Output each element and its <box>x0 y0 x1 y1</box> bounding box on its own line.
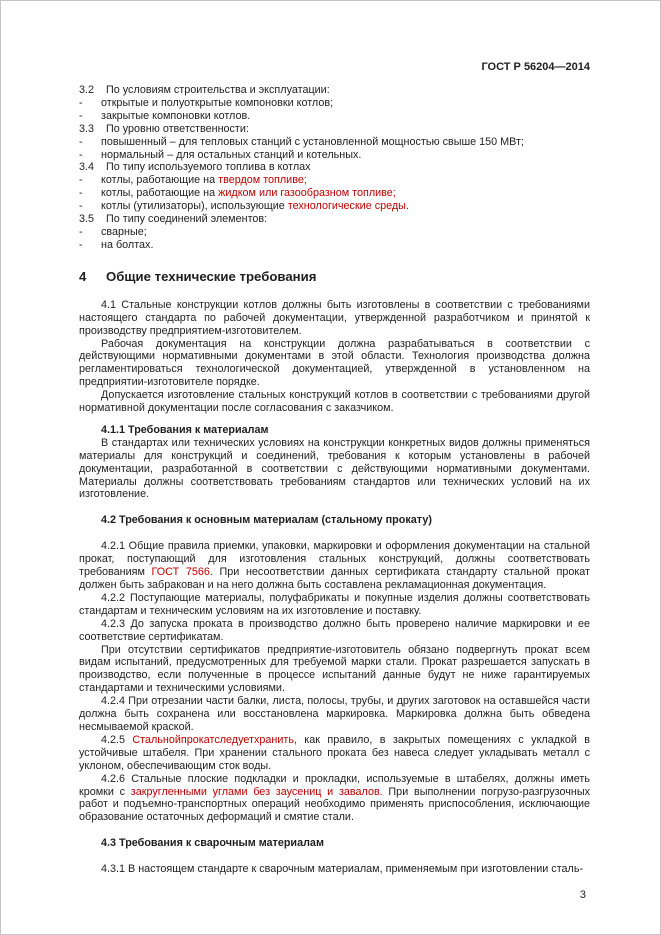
paragraph: 4.2.2 Поступающие материалы, полуфабрикаты и покупные изделия должны соответствовать стандартам и техническим условиям на их изготовление и поставку. <box>79 591 590 617</box>
document-header <box>79 61 590 73</box>
paragraph: 4.1 Стальные конструкции котлов должны быть изготовлены в соответствии с требованиями настоящего стандарта по рабочей документации, утвержденной разработчиком и принятой к производству предприятием-изготовителем. <box>79 298 590 337</box>
section-heading: 4.3 Требования к сварочным материалам <box>101 837 324 850</box>
list-item: - котлы (утилизаторы), использующие технологические среды. <box>79 200 409 213</box>
list-item: - сварные; <box>79 225 147 238</box>
section-heading: 4.2 Требования к основным материалам (стальному прокату) <box>101 514 432 527</box>
section-heading: 4.1.1 Требования к материалам <box>101 423 269 436</box>
paragraph: 4.2.6 Стальные плоские подкладки и прокладки, используемые в штабелях, должны иметь кромки с закругленными углами без заусениц и завалов. При выполнении погрузо-разгрузочных работ и подъемно-транспортных операций необходимо применять приспособления, исключающие образование остаточных деформаций и смятие стали. <box>79 772 590 824</box>
reference-link[interactable]: ГОСТ 7566. <box>151 566 213 579</box>
list-item: - открытые и полуоткрытые компоновки котлов; <box>79 96 334 109</box>
paragraph: 4.2.3 До запуска проката в производство должно быть проверено наличие маркировки и ее соответствие сертификатам. <box>79 617 590 643</box>
paragraph: 3.4 По типу используемого топлива в котлах <box>79 161 311 174</box>
paragraph: Допускается изготовление стальных конструкций котлов в соответствии с требованиями другой нормативной документации после согласования с заказчиком. <box>79 389 590 415</box>
list-item: - нормальный – для остальных станций и котельных. <box>79 148 362 161</box>
page-number: 3 <box>579 889 586 901</box>
list-item: - котлы, работающие на жидком или газообразном топливе; <box>79 187 396 200</box>
list-item: - котлы, работающие на твердом топливе; <box>79 174 307 187</box>
paragraph: 4.2.1 Общие правила приемки, упаковки, маркировки и оформления документации на стальной прокат, поступающий для изготовления стальных конструкций, должны соответствовать требованиям ГОСТ 7566. При несоответствии данных сертификата стандарту стальной прокат должен быть забракован и на него должна быть составлена рекламационная документация. <box>79 540 590 591</box>
highlighted-text: технологические среды. <box>287 200 409 213</box>
paragraph: 3.2 По условиям строительства и эксплуатации: <box>79 84 330 96</box>
highlighted-text: Стальнойпрокатследуетхранить, <box>132 733 297 746</box>
highlighted-text: закругленными углами без заусениц и завалов. <box>130 785 383 798</box>
list-item: - закрытые компоновки котлов. <box>79 109 251 122</box>
list-item: - на болтах. <box>79 238 154 251</box>
list-item: - повышенный – для тепловых станций с установленной мощностью свыше 150 МВт; <box>79 135 524 148</box>
document-body <box>79 84 590 876</box>
document-footer <box>580 889 586 901</box>
paragraph: 4.3.1 В настоящем стандарте к сварочным материалам, применяемым при изготовлении сталь- <box>101 863 584 876</box>
paragraph: 3.3 По уровню ответственности: <box>79 122 249 135</box>
highlighted-text: твердом топливе; <box>218 174 307 187</box>
paragraph: 4.2.5 Стальнойпрокатследуетхранить, как правило, в закрытых помещениях с укладкой в устойчивые штабеля. При хранении стального проката без навеса следует укладывать металл с уклоном, обеспечивающим сток воды. <box>79 733 590 772</box>
highlighted-text: жидком или газообразном топливе; <box>218 187 396 200</box>
paragraph: Рабочая документация на конструкции должна разрабатываться в соответствии с действующими нормативными документами в этой области. Технология производства должна регламентироваться технологической документацией, утвержденной в установленном на предприятии-изготовителе порядке. <box>79 337 590 389</box>
paragraph: В стандартах или технических условиях на конструкции конкретных видов должны применяться материалы для конструкций и соединений, требования к которым установлены в рабочей документации, разработанной в соответствии с действующими нормативными документами. Материалы должны соответствовать требованиям стандартов или технических условий на их изготовление. <box>79 436 590 501</box>
paragraph: 3.5 По типу соединений элементов: <box>79 213 268 226</box>
section-heading: 4 Общие технические требования <box>79 268 317 284</box>
standard-number: ГОСТ Р 56204—2014 <box>481 61 590 73</box>
paragraph: 4.2.4 При отрезании части балки, листа, полосы, трубы, и других заготовок на оставшейся части должна быть сохранена или восстановлена маркировка. Маркировка должна быть обведена несмываемой краской. <box>79 695 590 733</box>
paragraph: При отсутствии сертификатов предприятие-изготовитель обязано подвергнуть прокат всем видам испытаний, предусмотренных для требуемой марки стали. Прокат разрешается запускать в производство, если полученные в процессе испытаний данные будут не ниже гарантируемых стандартами и техническими условиями. <box>79 643 590 695</box>
